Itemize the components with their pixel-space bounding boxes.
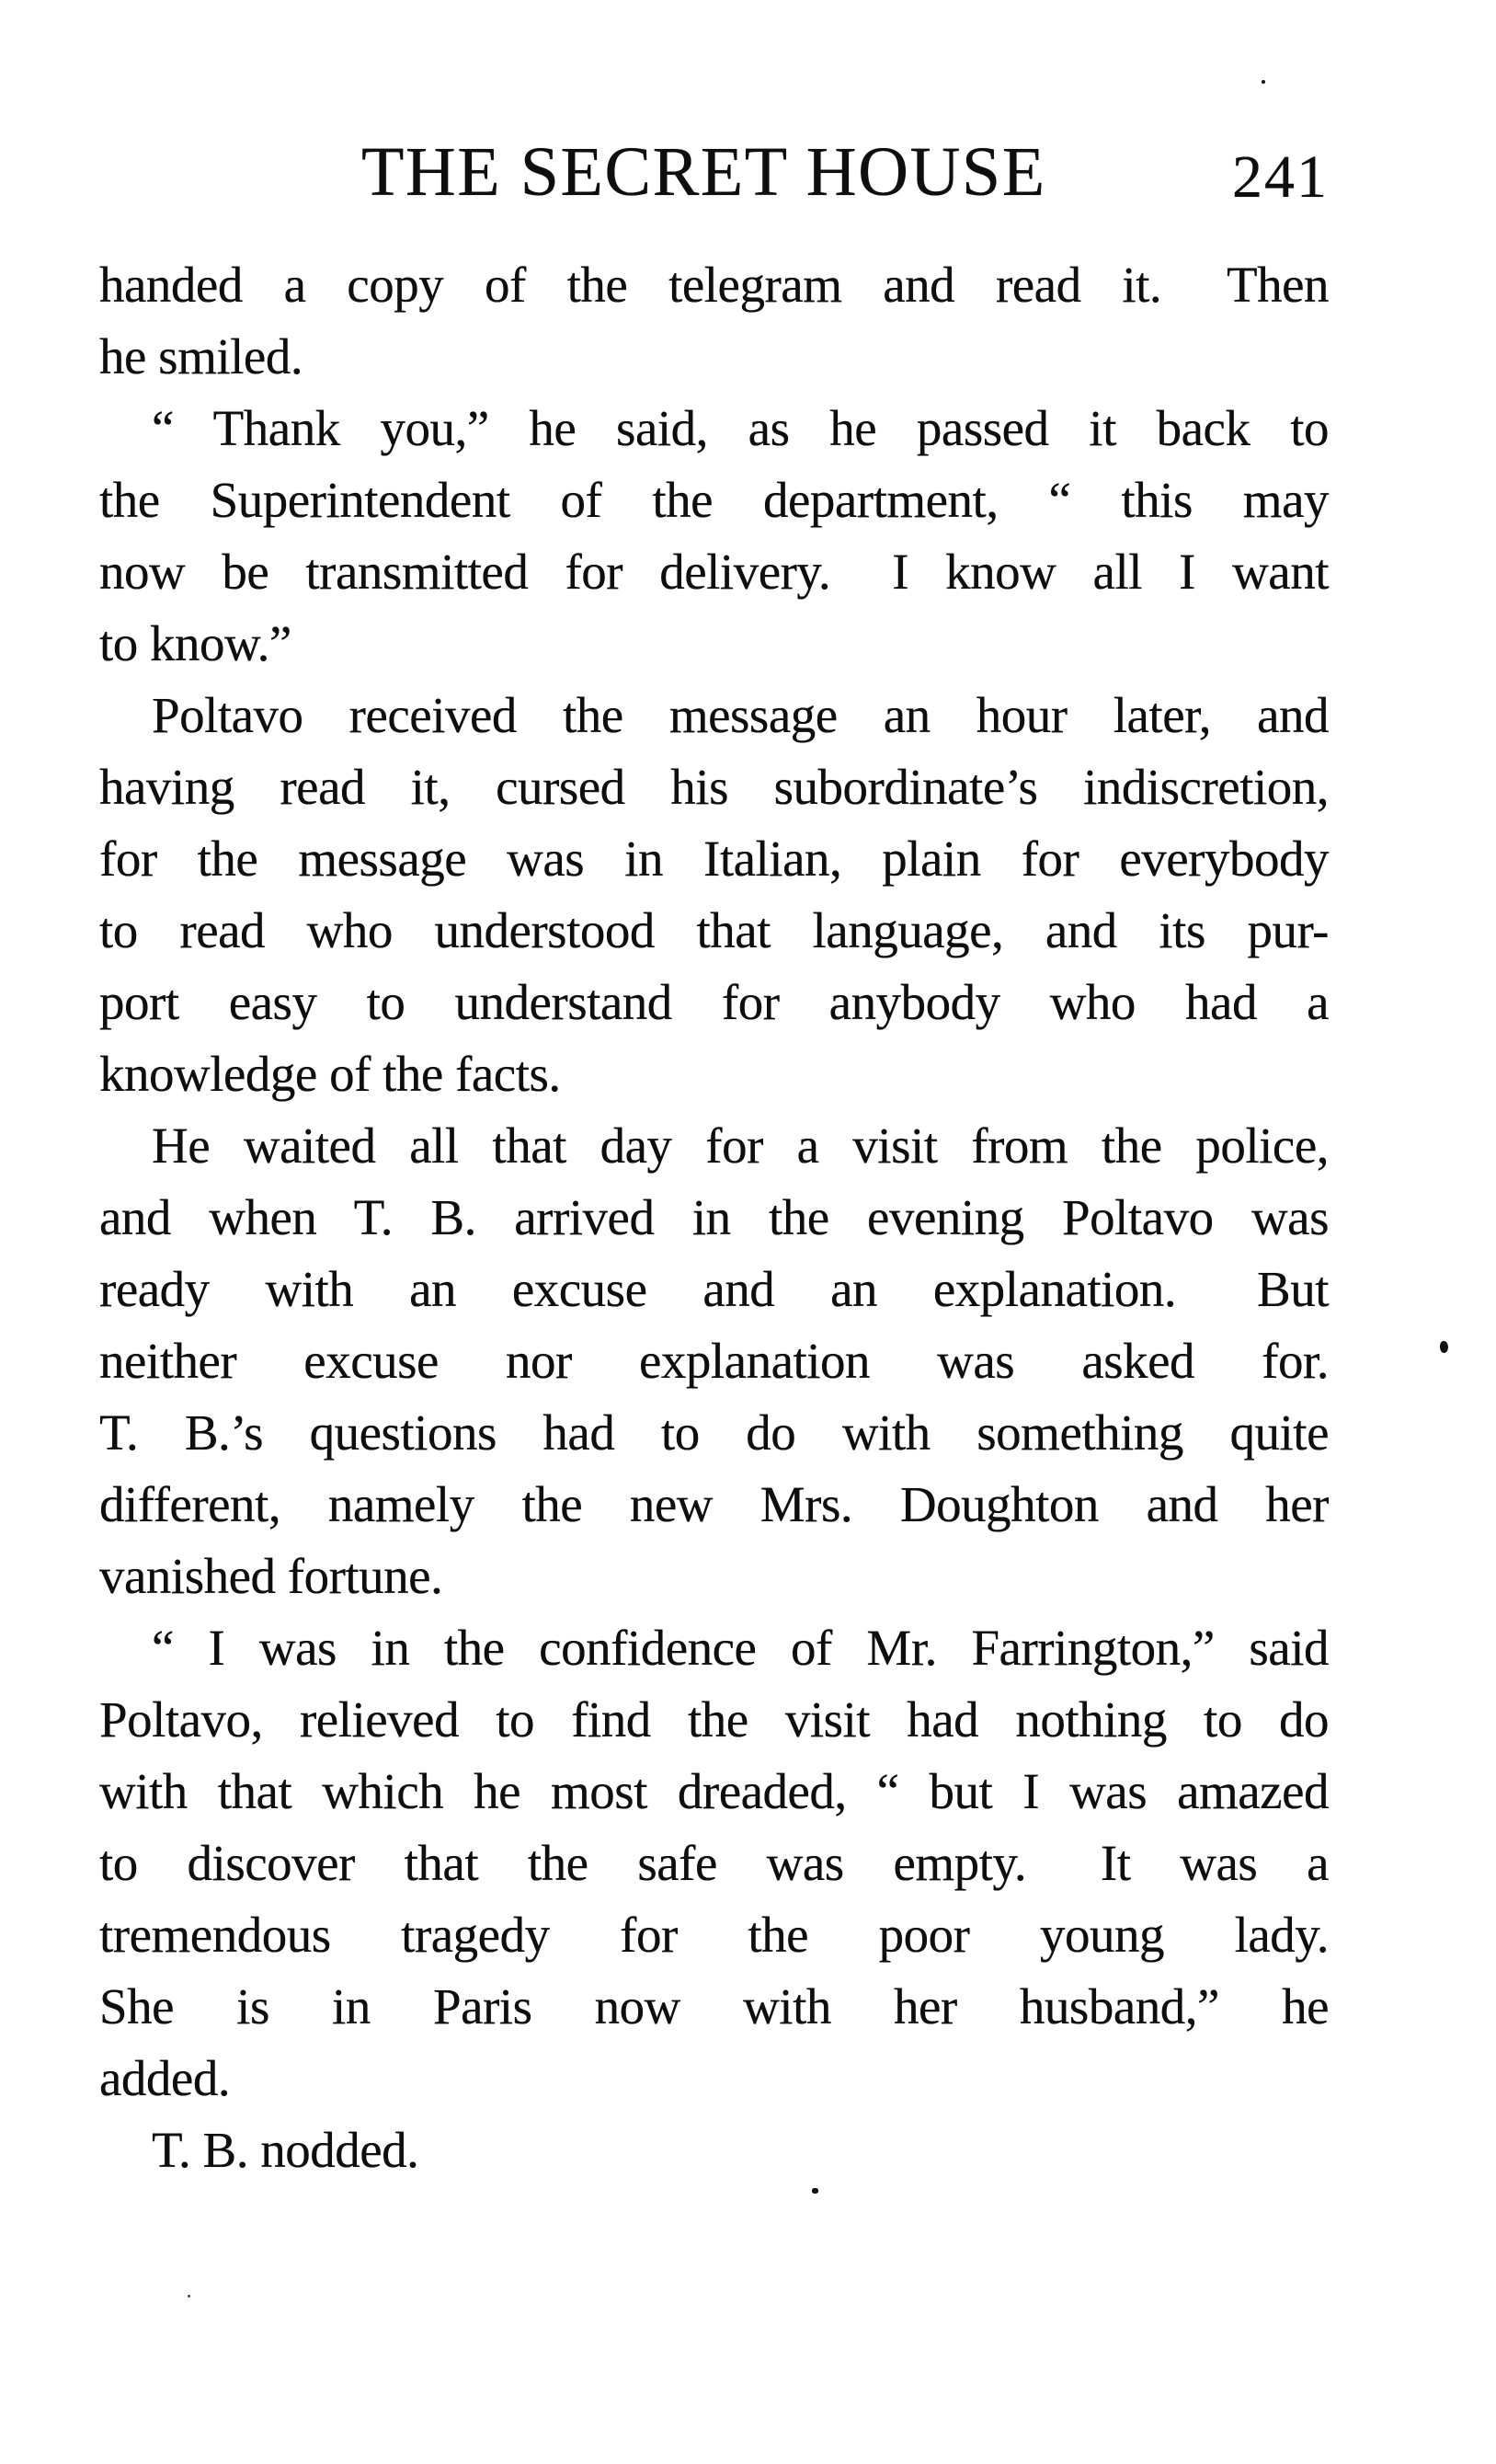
text-line: tremendous tragedy for the poor young lady. xyxy=(99,1907,1329,1963)
text-line: for the message was in Italian, plain for everybody xyxy=(99,831,1329,887)
text-line: he smiled. xyxy=(99,328,303,384)
text-line: now be transmitted for delivery. I know all I want xyxy=(99,544,1329,600)
ink-speck xyxy=(188,2295,190,2298)
text-line: different, namely the new Mrs. Doughton and her xyxy=(99,1476,1329,1532)
text-line: having read it, cursed his subordinate’s indiscretion, xyxy=(99,759,1329,815)
text-line: T. B.’s questions had to do with something quite xyxy=(99,1404,1329,1461)
text-line: and when T. B. arrived in the evening Poltavo was xyxy=(99,1189,1329,1245)
text-line: Poltavo, relieved to find the visit had nothing to do xyxy=(99,1691,1329,1748)
ink-speck xyxy=(1262,80,1265,84)
page-text xyxy=(99,249,1329,2186)
text-line: “ I was in the confidence of Mr. Farrington,” said xyxy=(152,1620,1329,1676)
running-title: THE SECRET HOUSE xyxy=(361,133,1046,211)
ink-speck xyxy=(1440,1341,1448,1353)
text-line: knowledge of the facts. xyxy=(99,1046,561,1102)
ink-speck xyxy=(812,2188,818,2194)
text-line: to read who understood that language, and its pur- xyxy=(99,902,1329,958)
text-line: Poltavo received the message an hour later, and xyxy=(152,687,1329,743)
text-line: port easy to understand for anybody who had a xyxy=(99,974,1329,1030)
text-line: added. xyxy=(99,2050,231,2106)
page-number: 241 xyxy=(1232,143,1329,211)
text-line: vanished fortune. xyxy=(99,1548,443,1604)
text-line: “ Thank you,” he said, as he passed it back to xyxy=(152,400,1329,456)
text-line: the Superintendent of the department, “ this may xyxy=(99,472,1329,528)
text-line: neither excuse nor explanation was asked for. xyxy=(99,1333,1329,1389)
text-line: He waited all that day for a visit from the police, xyxy=(152,1117,1329,1174)
text-line: handed a copy of the telegram and read it. Then xyxy=(99,257,1329,313)
text-line: She is in Paris now with her husband,” he xyxy=(99,1978,1329,2034)
text-line: to know.” xyxy=(99,615,291,671)
text-line: to discover that the safe was empty. It was a xyxy=(99,1835,1329,1891)
text-line: ready with an excuse and an explanation. But xyxy=(99,1261,1329,1317)
text-line: T. B. nodded. xyxy=(152,2122,419,2178)
text-line: with that which he most dreaded, “ but I was amazed xyxy=(99,1763,1329,1819)
